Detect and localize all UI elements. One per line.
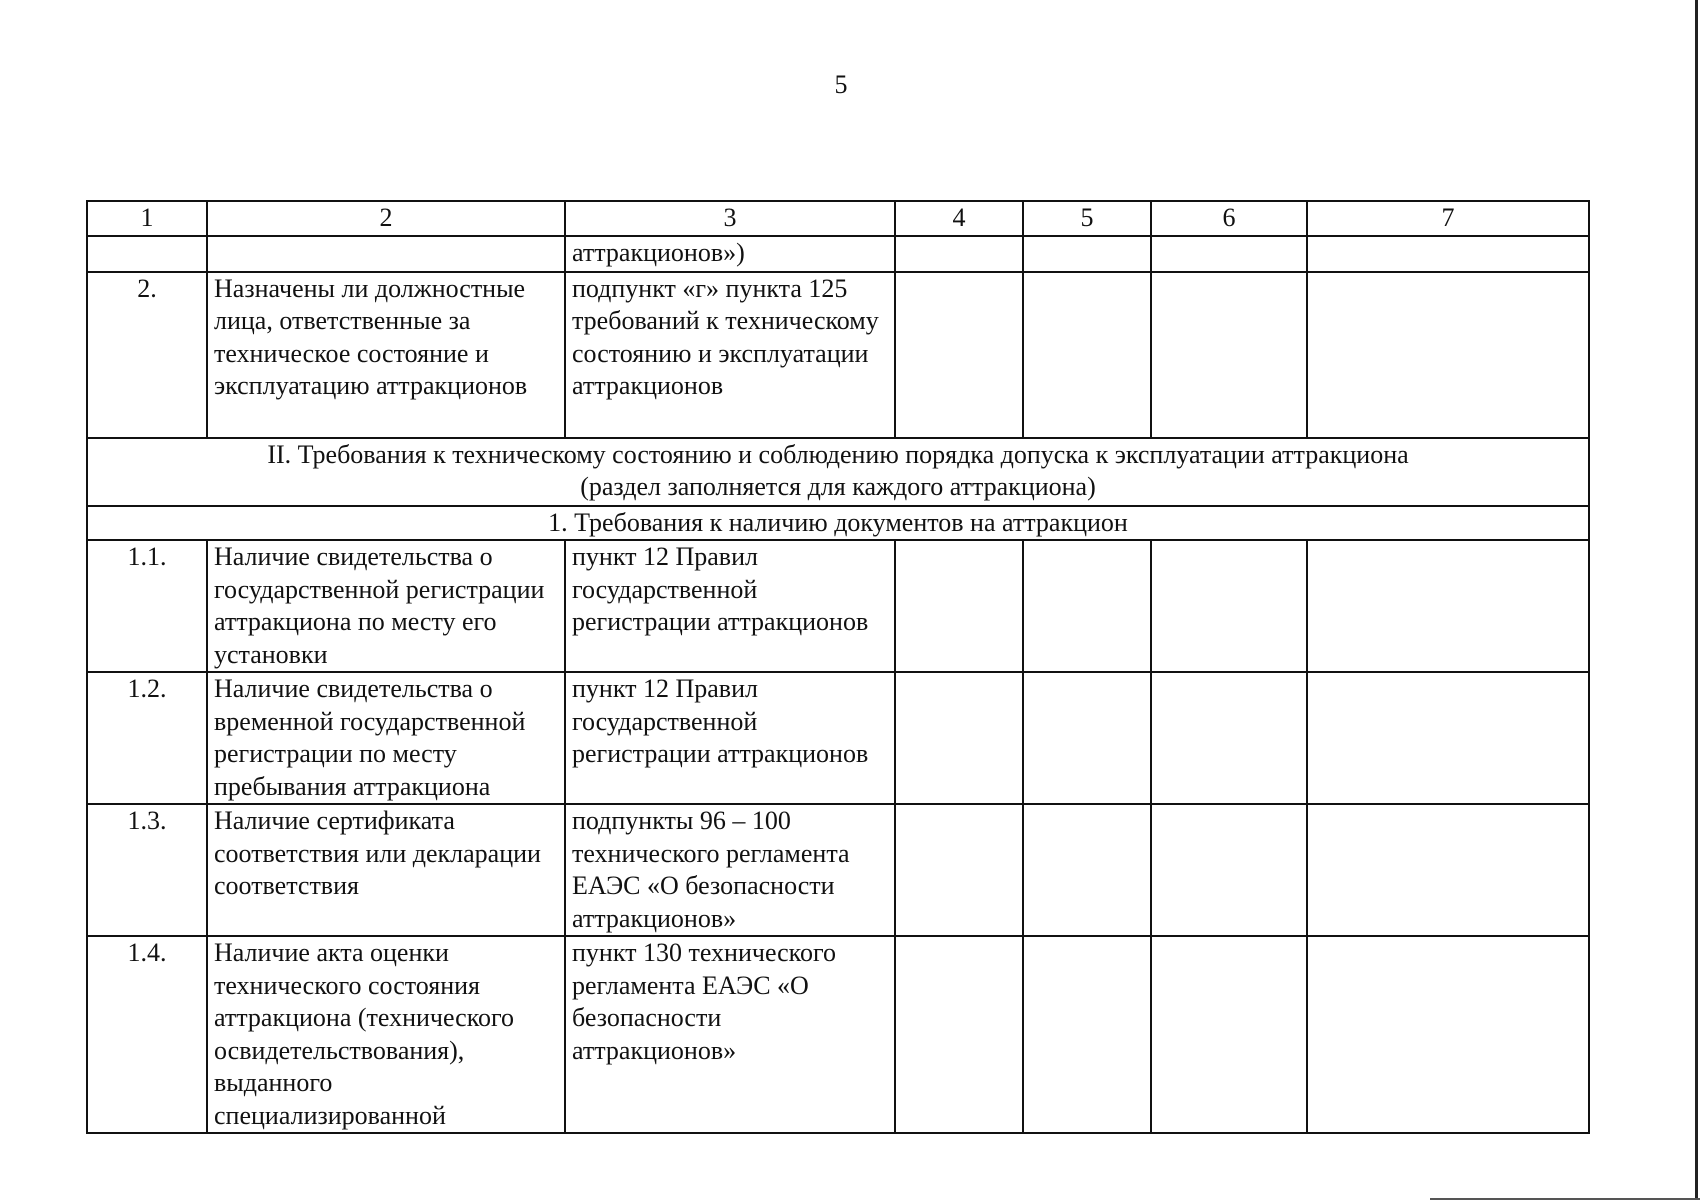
- row-basis-cell: подпункты 96 – 100 технического регламента ЕАЭС «О безопасности аттракционов»: [565, 804, 895, 936]
- row-question-cell: [207, 236, 565, 272]
- answer-cell: [1151, 804, 1307, 936]
- row-num-cell: [87, 236, 207, 272]
- answer-cell: [1151, 672, 1307, 804]
- header-cell-6: 6: [1151, 201, 1307, 236]
- table-row: [87, 272, 1589, 438]
- row-question-cell: Назначены ли должностные лица, ответственные за техническое состояние и эксплуатацию аттракционов: [207, 272, 565, 438]
- row-basis-cell: подпункт «г» пункта 125 требований к техническому состоянию и эксплуатации аттракционов: [565, 272, 895, 438]
- header-cell-7: 7: [1307, 201, 1589, 236]
- header-cell-4: 4: [895, 201, 1023, 236]
- page-number: 5: [834, 70, 848, 99]
- answer-cell: [1023, 540, 1151, 672]
- section-title: II. Требования к техническому состоянию и соблюдению порядка допуска к эксплуатации аттракциона: [267, 439, 1409, 469]
- answer-cell: [1023, 236, 1151, 272]
- answer-cell: [895, 272, 1023, 438]
- answer-cell: [895, 672, 1023, 804]
- header-cell-2: 2: [207, 201, 565, 236]
- row-num-cell: 2.: [87, 272, 207, 438]
- row-basis-cell: аттракционов»): [565, 236, 895, 272]
- subsection-row: [87, 506, 1589, 541]
- subsection-title: 1. Требования к наличию документов на аттракцион: [87, 506, 1589, 541]
- row-num-cell: 1.4.: [87, 936, 207, 1133]
- answer-cell: [1023, 804, 1151, 936]
- answer-cell: [895, 236, 1023, 272]
- row-num-cell: 1.2.: [87, 672, 207, 804]
- table-row: [87, 672, 1589, 804]
- answer-cell: [1307, 272, 1589, 438]
- row-question-cell: Наличие акта оценки технического состояния аттракциона (технического освидетельствования), выданного специализированной: [207, 936, 565, 1133]
- answer-cell: [1023, 936, 1151, 1133]
- answer-cell: [1307, 540, 1589, 672]
- row-basis-cell: пункт 130 технического регламента ЕАЭС «О безопасности аттракционов»: [565, 936, 895, 1133]
- header-cell-3: 3: [565, 201, 895, 236]
- header-cell-1: 1: [87, 201, 207, 236]
- table-row: [87, 804, 1589, 936]
- row-num-cell: 1.1.: [87, 540, 207, 672]
- answer-cell: [1307, 804, 1589, 936]
- answer-cell: [1151, 936, 1307, 1133]
- row-basis-cell: пункт 12 Правил государственной регистрации аттракционов: [565, 672, 895, 804]
- section-note: (раздел заполняется для каждого аттракциона): [580, 472, 1096, 501]
- table-row: [87, 540, 1589, 672]
- answer-cell: [895, 804, 1023, 936]
- row-question-cell: Наличие свидетельства о государственной регистрации аттракциона по месту его установки: [207, 540, 565, 672]
- answer-cell: [1151, 236, 1307, 272]
- header-row: [87, 201, 1589, 236]
- answer-cell: [895, 540, 1023, 672]
- section-row: [87, 438, 1589, 506]
- answer-cell: [1307, 236, 1589, 272]
- checklist-table: [86, 200, 1590, 1134]
- answer-cell: [1023, 672, 1151, 804]
- answer-cell: [895, 936, 1023, 1133]
- row-question-cell: Наличие свидетельства о временной государственной регистрации по месту пребывания аттракциона: [207, 672, 565, 804]
- row-question-cell: Наличие сертификата соответствия или декларации соответствия: [207, 804, 565, 936]
- table-row-continuation: [87, 236, 1589, 272]
- answer-cell: [1307, 672, 1589, 804]
- row-basis-cell: пункт 12 Правил государственной регистрации аттракционов: [565, 540, 895, 672]
- answer-cell: [1023, 272, 1151, 438]
- scan-edge: [1695, 0, 1698, 1200]
- answer-cell: [1307, 936, 1589, 1133]
- answer-cell: [1151, 272, 1307, 438]
- header-cell-5: 5: [1023, 201, 1151, 236]
- table-row: [87, 936, 1589, 1133]
- answer-cell: [1151, 540, 1307, 672]
- row-num-cell: 1.3.: [87, 804, 207, 936]
- section-heading-cell: [87, 438, 1589, 506]
